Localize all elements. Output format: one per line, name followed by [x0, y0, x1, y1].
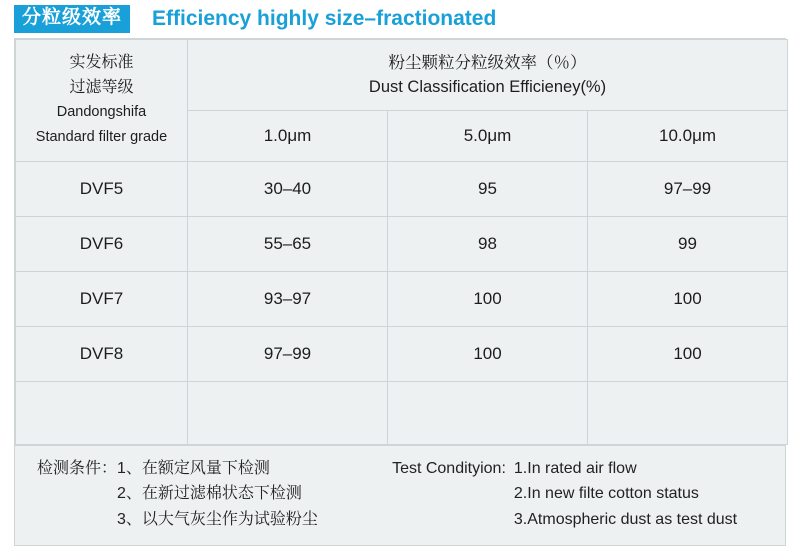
grade-header-cn-line1: 实发标准 [69, 54, 134, 71]
size-header-1: 1.0μm [188, 110, 388, 161]
efficiency-table [15, 39, 788, 445]
row-value-1: 55–65 [188, 216, 388, 271]
row-grade: DVF6 [16, 216, 188, 271]
row-value-3: 100 [588, 326, 788, 381]
dce-header-cn: 粉尘颗粒分粒级效率（％） [388, 53, 587, 72]
row-grade: DVF7 [16, 271, 188, 326]
size-header-3: 10.0μm [588, 110, 788, 161]
test-conditions-panel [14, 445, 786, 546]
row-value-3 [588, 381, 788, 444]
page-title: Efficiency highly size–fractionated [152, 7, 497, 30]
row-value-2: 100 [388, 326, 588, 381]
test-conditions-en-item-3: 3.Atmospheric dust as test dust [513, 511, 738, 529]
test-conditions-cn [15, 456, 386, 534]
test-conditions-cn-item-3: 3、以大气灰尘作为试验粉尘 [117, 511, 318, 529]
row-value-1: 30–40 [188, 161, 388, 216]
row-value-2: 100 [388, 271, 588, 326]
row-value-3: 97–99 [588, 161, 788, 216]
size-header-2: 5.0μm [388, 110, 588, 161]
row-value-3: 100 [588, 271, 788, 326]
row-grade: DVF5 [16, 161, 188, 216]
row-value-1: 93–97 [188, 271, 388, 326]
table-row [16, 216, 788, 271]
table-row-empty [16, 381, 788, 444]
row-value-2 [388, 381, 588, 444]
row-value-2: 95 [388, 161, 588, 216]
page-header [0, 0, 800, 38]
test-conditions-en [386, 456, 785, 534]
row-value-2: 98 [388, 216, 588, 271]
row-grade [16, 381, 188, 444]
efficiency-table-wrapper [14, 38, 786, 445]
row-value-3: 99 [588, 216, 788, 271]
header-badge: 分粒级效率 [14, 5, 130, 33]
test-conditions-cn-item-2: 2、在新过滤棉状态下检测 [117, 485, 302, 503]
test-conditions-cn-item-1: 1、在额定风量下检测 [117, 459, 270, 477]
row-value-1: 97–99 [188, 326, 388, 381]
row-grade: DVF8 [16, 326, 188, 381]
table-header-row-top [16, 40, 788, 111]
dce-header-en: Dust Classification Efficieney(%) [368, 77, 607, 96]
table-row [16, 271, 788, 326]
test-conditions-en-item-2: 2.In new filte cotton status [513, 485, 699, 503]
test-conditions-cn-label: 检测条件： [37, 459, 118, 477]
grade-header-cell [16, 40, 188, 162]
grade-header-en-line1: Dandongshifa [56, 104, 147, 121]
grade-header-cn-line2: 过滤等级 [69, 78, 134, 96]
table-row [16, 326, 788, 381]
test-conditions-en-item-1: 1.In rated air flow [513, 459, 637, 477]
row-value-1 [188, 381, 388, 444]
dust-classification-header-cell [188, 40, 788, 111]
table-row [16, 161, 788, 216]
grade-header-en-line2: Standard filter grade [35, 128, 168, 145]
test-conditions-en-label: Test Condityion: [392, 459, 506, 477]
